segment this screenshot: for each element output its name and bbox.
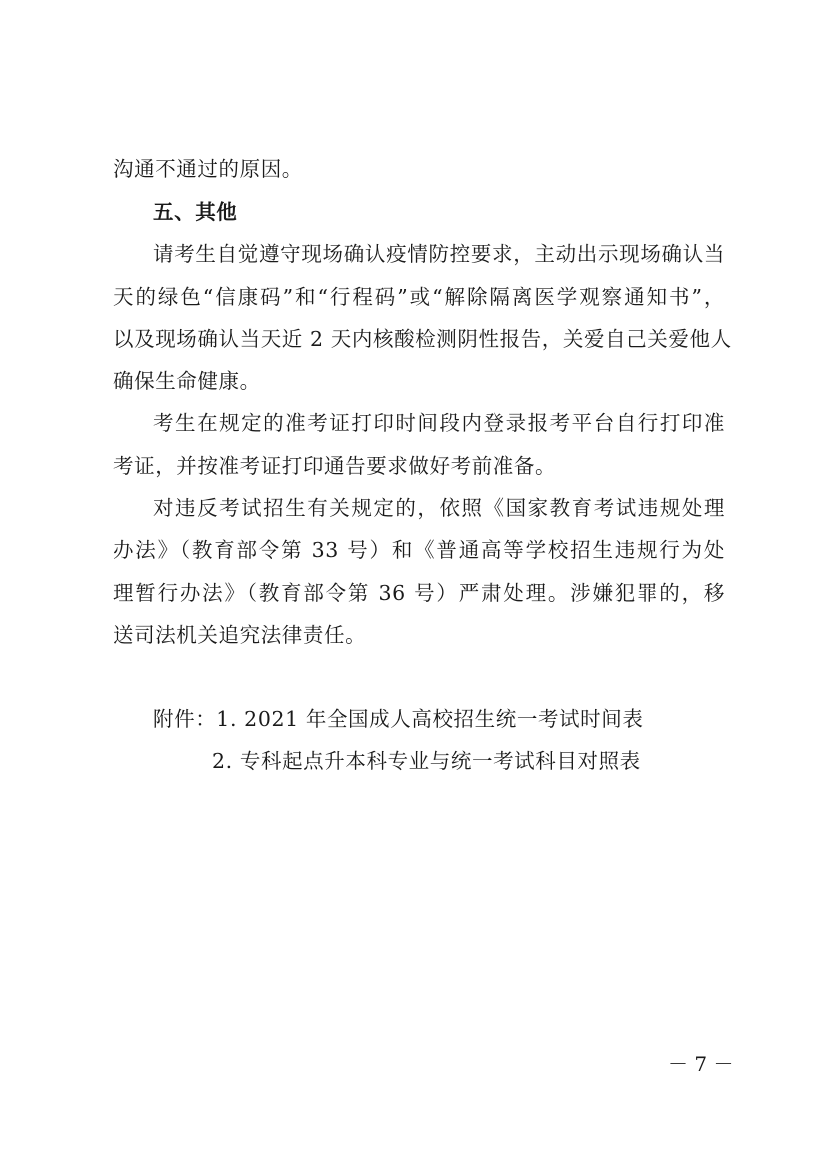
paragraph-line: 理暂行办法》（教育部令第 36 号）严肃处理。涉嫌犯罪的，移 — [113, 581, 725, 605]
paragraph-line: 考证，并按准考证打印通告要求做好考前准备。 — [113, 454, 557, 478]
paragraph-line: 以及现场确认当天近 2 天内核酸检测阴性报告，关爱自己关爱他人 — [113, 327, 732, 351]
paragraph-line: 送司法机关追究法律责任。 — [113, 623, 367, 647]
section-heading-other: 五、其他 — [153, 200, 238, 224]
paragraph-line: 考生在规定的准考证打印时间段内登录报考平台自行打印准 — [153, 411, 725, 435]
page-number: － 7 － — [668, 1052, 734, 1076]
paragraph-line: 沟通不通过的原因。 — [113, 157, 303, 181]
attachment-item-2: 2. 专科起点升本科专业与统一考试科目对照表 — [212, 749, 641, 773]
paragraph-line: 确保生命健康。 — [113, 369, 261, 393]
paragraph-line: 天的绿色“信康码”和“行程码”或“解除隔离医学观察通知书”， — [113, 285, 725, 309]
attachment-item-1: 附件：1. 2021 年全国成人高校招生统一考试时间表 — [153, 707, 644, 731]
paragraph-line: 对违反考试招生有关规定的，依照《国家教育考试违规处理 — [153, 496, 725, 520]
paragraph-line: 请考生自觉遵守现场确认疫情防控要求，主动出示现场确认当 — [153, 242, 725, 266]
paragraph-line: 办法》（教育部令第 33 号）和《普通高等学校招生违规行为处 — [113, 538, 725, 562]
